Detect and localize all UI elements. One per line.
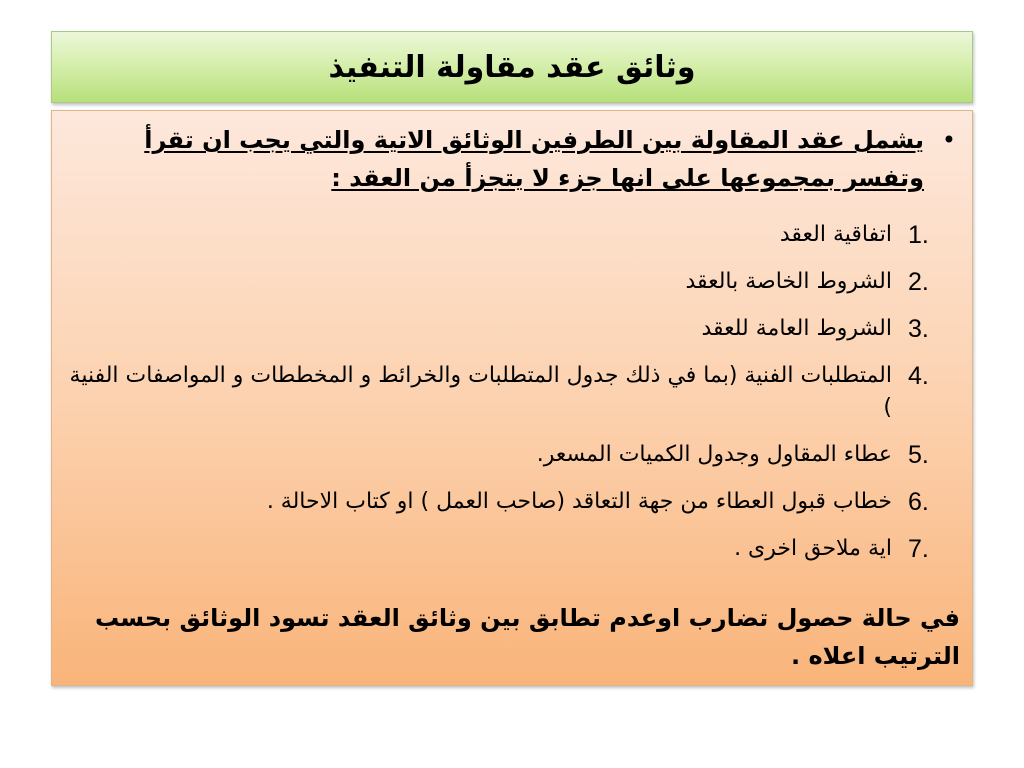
intro-paragraph xyxy=(74,121,954,197)
list-item xyxy=(60,219,960,251)
list-item-text: الشروط العامة للعقد xyxy=(701,316,892,341)
list-item xyxy=(60,533,960,565)
list-item-text: خطاب قبول العطاء من جهة التعاقد (صاحب العمل ) او كتاب الاحالة . xyxy=(266,489,892,514)
list-item-text: اتفاقية العقد xyxy=(779,222,892,247)
bullet-icon: • xyxy=(941,126,956,154)
closing-paragraph: في حالة حصول تضارب اوعدم تطابق بين وثائق العقد تسود الوثائق بحسب الترتيب اعلاه . xyxy=(94,604,960,670)
list-item-text: اية ملاحق اخرى . xyxy=(734,536,892,561)
list-item-number: 2. xyxy=(908,268,929,296)
list-item xyxy=(60,266,960,298)
title-box xyxy=(51,31,973,103)
list-item xyxy=(60,439,960,471)
list-item-number: 6. xyxy=(908,488,929,516)
list-item xyxy=(60,360,960,424)
list-item-text: المتطلبات الفنية (بما في ذلك جدول المتطلبات والخرائط و المخططات و المواصفات الفنية ) xyxy=(69,363,892,420)
list-item-text: عطاء المقاول وجدول الكميات المسعر. xyxy=(536,442,892,467)
list-item-text: الشروط الخاصة بالعقد xyxy=(685,269,892,294)
intro-text: يشمل عقد المقاولة بين الطرفين الوثائق الاتية والتي يجب ان تقرأ وتفسر بمجموعها على انها جزء لا يتجزأ من العقد : xyxy=(144,126,924,192)
list-item xyxy=(60,313,960,345)
list-item-number: 4. xyxy=(908,362,929,390)
list-item xyxy=(60,486,960,518)
documents-list xyxy=(60,219,960,580)
list-item-number: 5. xyxy=(908,441,929,469)
content-box xyxy=(51,110,973,686)
list-item-number: 1. xyxy=(908,221,929,249)
list-item-number: 7. xyxy=(908,535,929,563)
slide-title: وثائق عقد مقاولة التنفيذ xyxy=(328,49,696,85)
list-item-number: 3. xyxy=(908,315,929,343)
